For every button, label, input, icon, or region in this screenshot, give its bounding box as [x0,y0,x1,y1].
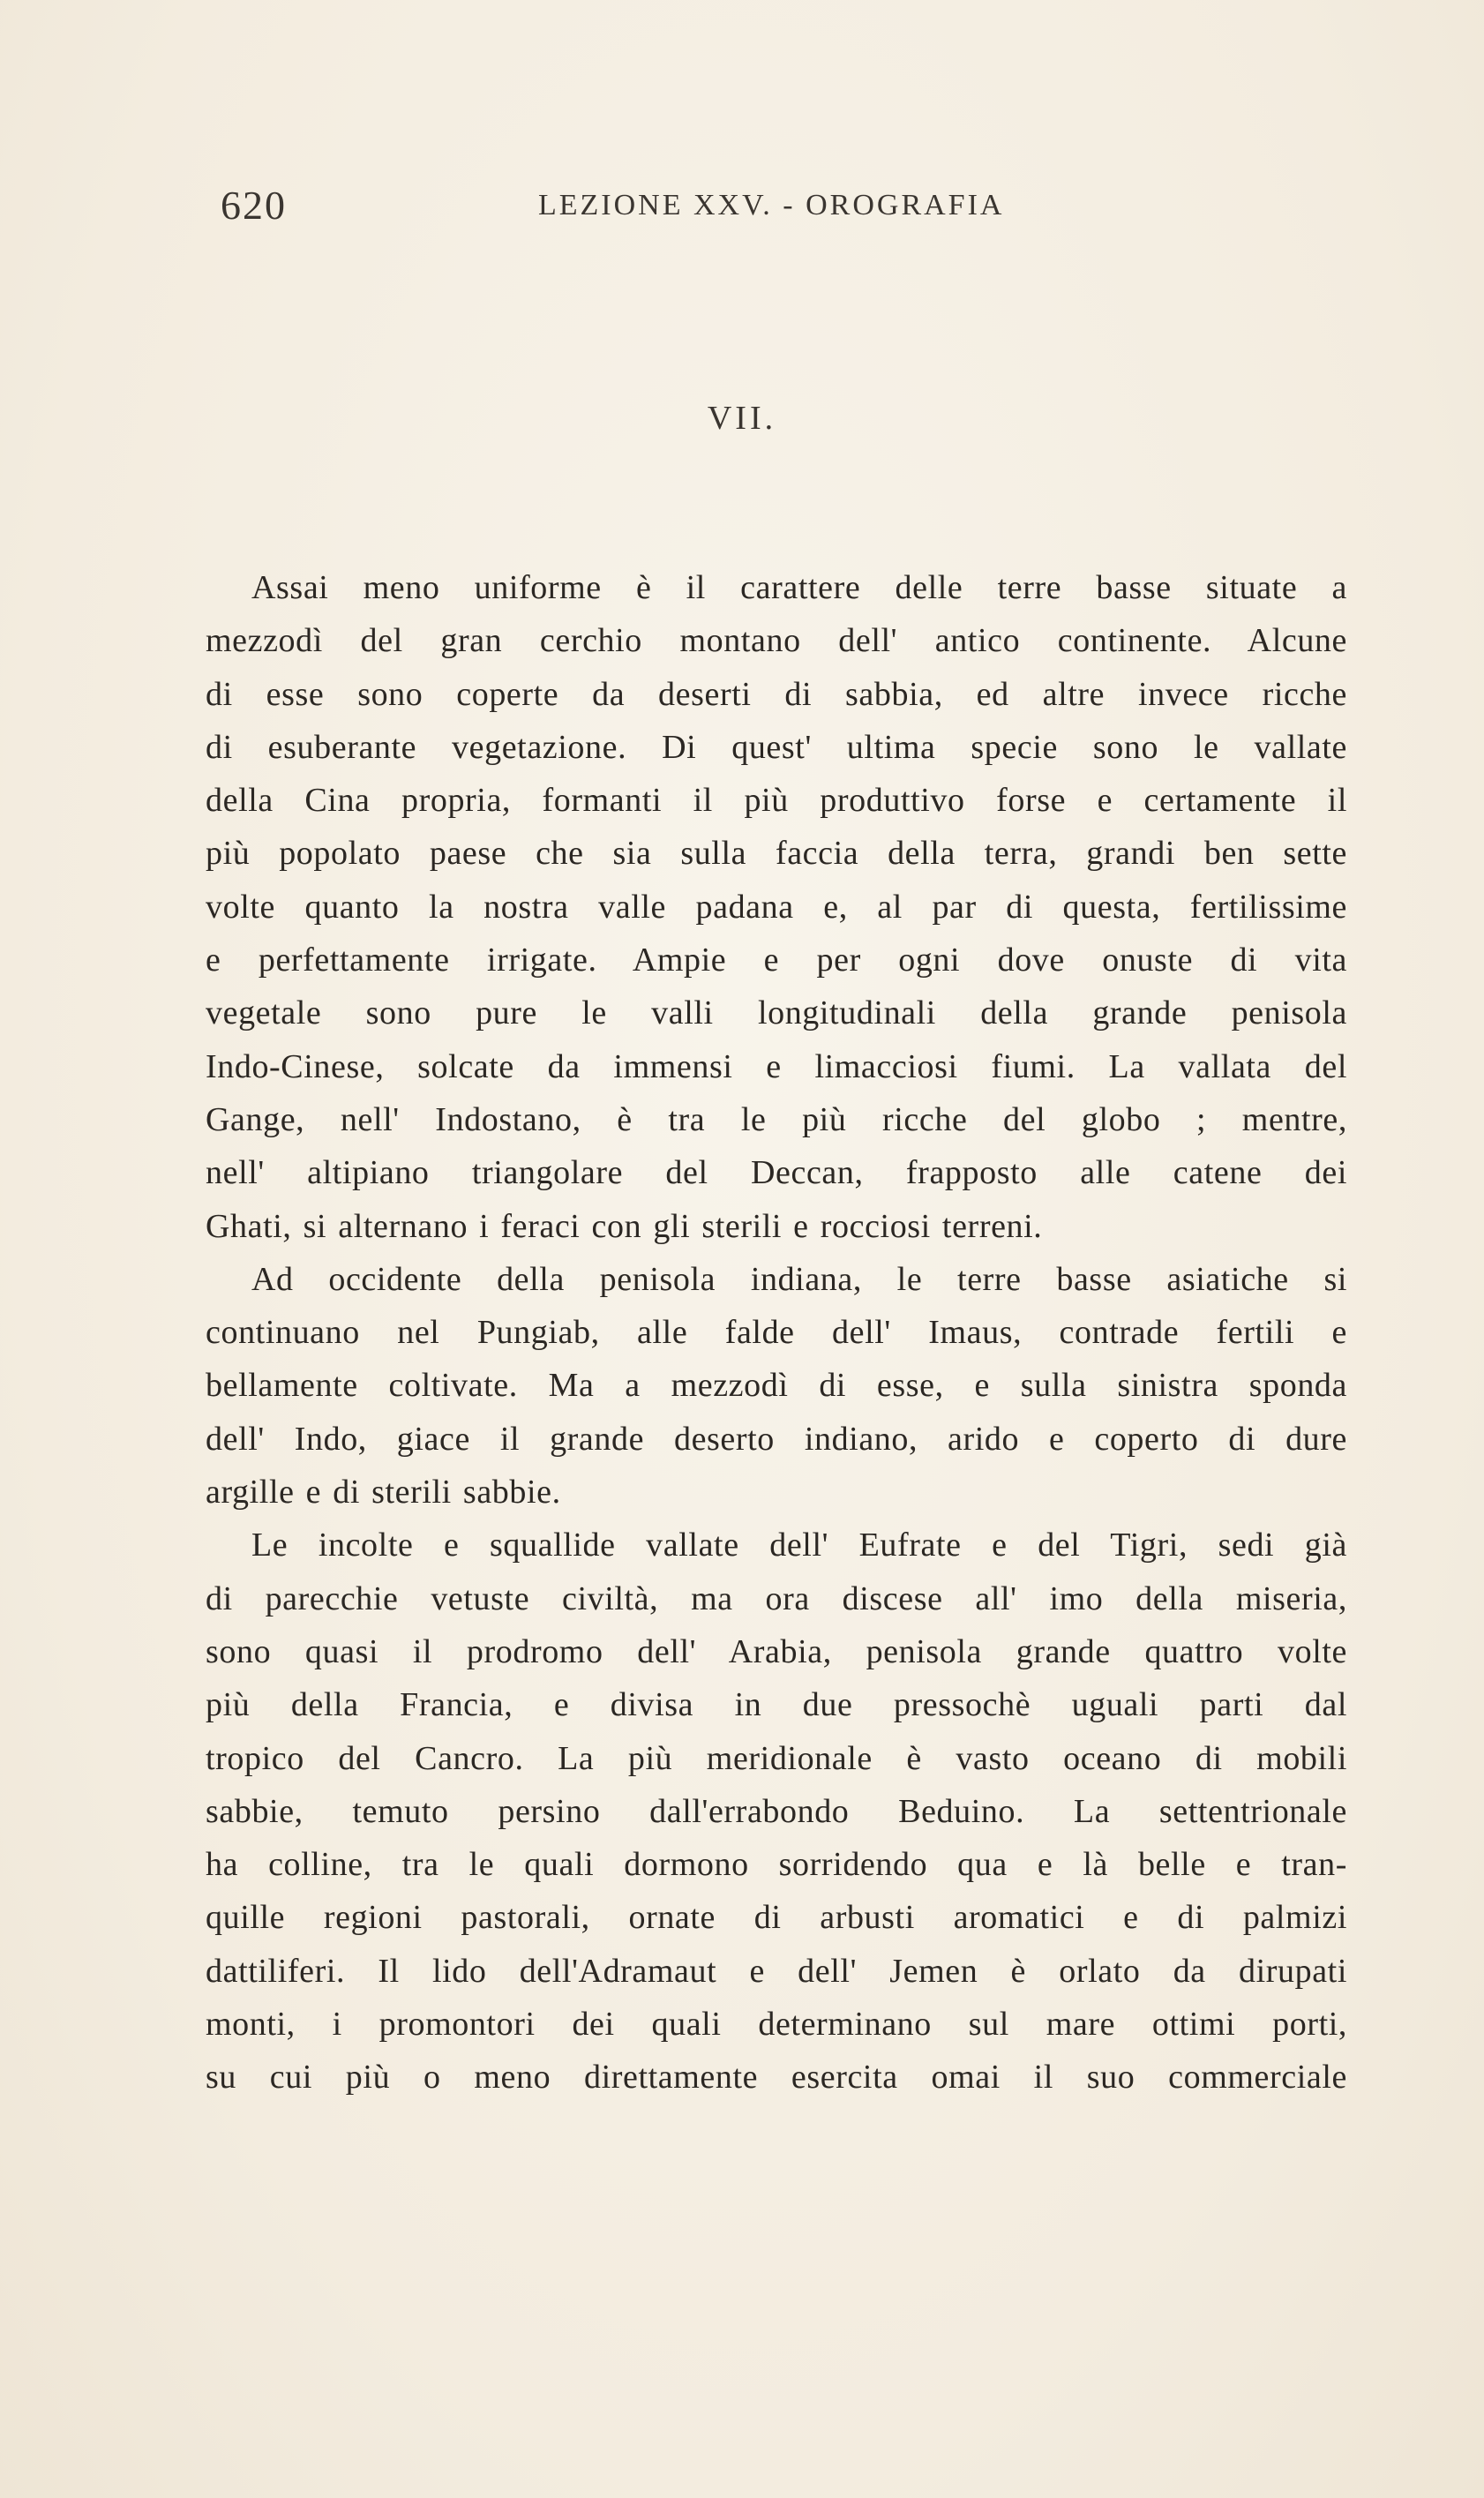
text-line: più popolato paese che sia sulla faccia della terra, grandi ben sette [206,835,1347,873]
text-line: continuano nel Pungiab, alle falde dell' Imaus, contrade fertili e [206,1314,1347,1352]
text-line: sono quasi il prodromo dell' Arabia, penisola grande quattro volte [206,1632,1347,1670]
text-line: della Cina propria, formanti il più produttivo forse e certamente il [206,782,1347,820]
text-line: ha colline, tra le quali dormono sorridendo qua e là belle e tran- [206,1846,1347,1884]
text-line: sabbie, temuto persino dall'errabondo Beduino. La settentrionale [206,1792,1347,1830]
text-line: più della Francia, e divisa in due pressochè uguali parti dal [206,1686,1347,1724]
body-text [206,561,1347,2104]
text-line: Ad occidente della penisola indiana, le terre basse asiatiche si [251,1260,1347,1298]
text-line: Gange, nell' Indostano, è tra le più ricche del globo ; mentre, [206,1100,1347,1138]
text-line: Indo-Cinese, solcate da immensi e limacciosi fiumi. La vallata del [206,1047,1347,1085]
text-line: di parecchie vetuste civiltà, ma ora discese all' imo della miseria, [206,1579,1347,1617]
text-line: di esuberante vegetazione. Di quest' ultima specie sono le vallate [206,728,1347,766]
text-line: tropico del Cancro. La più meridionale è vasto oceano di mobili [206,1739,1347,1777]
page-number: 620 [221,183,287,228]
text-line: Ghati, si alternano i feraci con gli sterili e rocciosi terreni. [206,1207,1043,1245]
text-line: volte quanto la nostra valle padana e, al par di questa, fertilissime [206,888,1347,926]
text-line: dattiliferi. Il lido dell'Adramaut e dell' Jemen è orlato da dirupati [206,1952,1347,1990]
text-line: Assai meno uniforme è il carattere delle terre basse situate a [251,569,1347,606]
text-line: di esse sono coperte da deserti di sabbia, ed altre invece ricche [206,675,1347,713]
text-line: e perfettamente irrigate. Ampie e per ogni dove onuste di vita [206,941,1347,979]
text-line: vegetale sono pure le valli longitudinali della grande penisola [206,994,1347,1032]
text-line: bellamente coltivate. Ma a mezzodì di esse, e sulla sinistra sponda [206,1367,1347,1405]
text-line: argille e di sterili sabbie. [206,1474,561,1512]
text-line: monti, i promontori dei quali determinano sul mare ottimi porti, [206,2006,1347,2044]
running-head [221,182,1372,235]
running-title: LEZIONE XXV. - OROGRAFIA [538,189,1005,221]
text-line: nell' altipiano triangolare del Deccan, frapposto alle catene dei [206,1154,1347,1192]
text-line: su cui più o meno direttamente esercita omai il suo commerciale [206,2059,1347,2097]
text-line: mezzodì del gran cerchio montano dell' antico continente. Alcune [206,622,1347,660]
text-line: Le incolte e squallide vallate dell' Eufrate e del Tigri, sedi già [251,1527,1347,1564]
text-line: dell' Indo, giace il grande deserto indiano, arido e coperto di dure [206,1420,1347,1458]
section-number: VII. [707,400,777,437]
text-line: quille regioni pastorali, ornate di arbusti aromatici e di palmizi [206,1899,1347,1937]
